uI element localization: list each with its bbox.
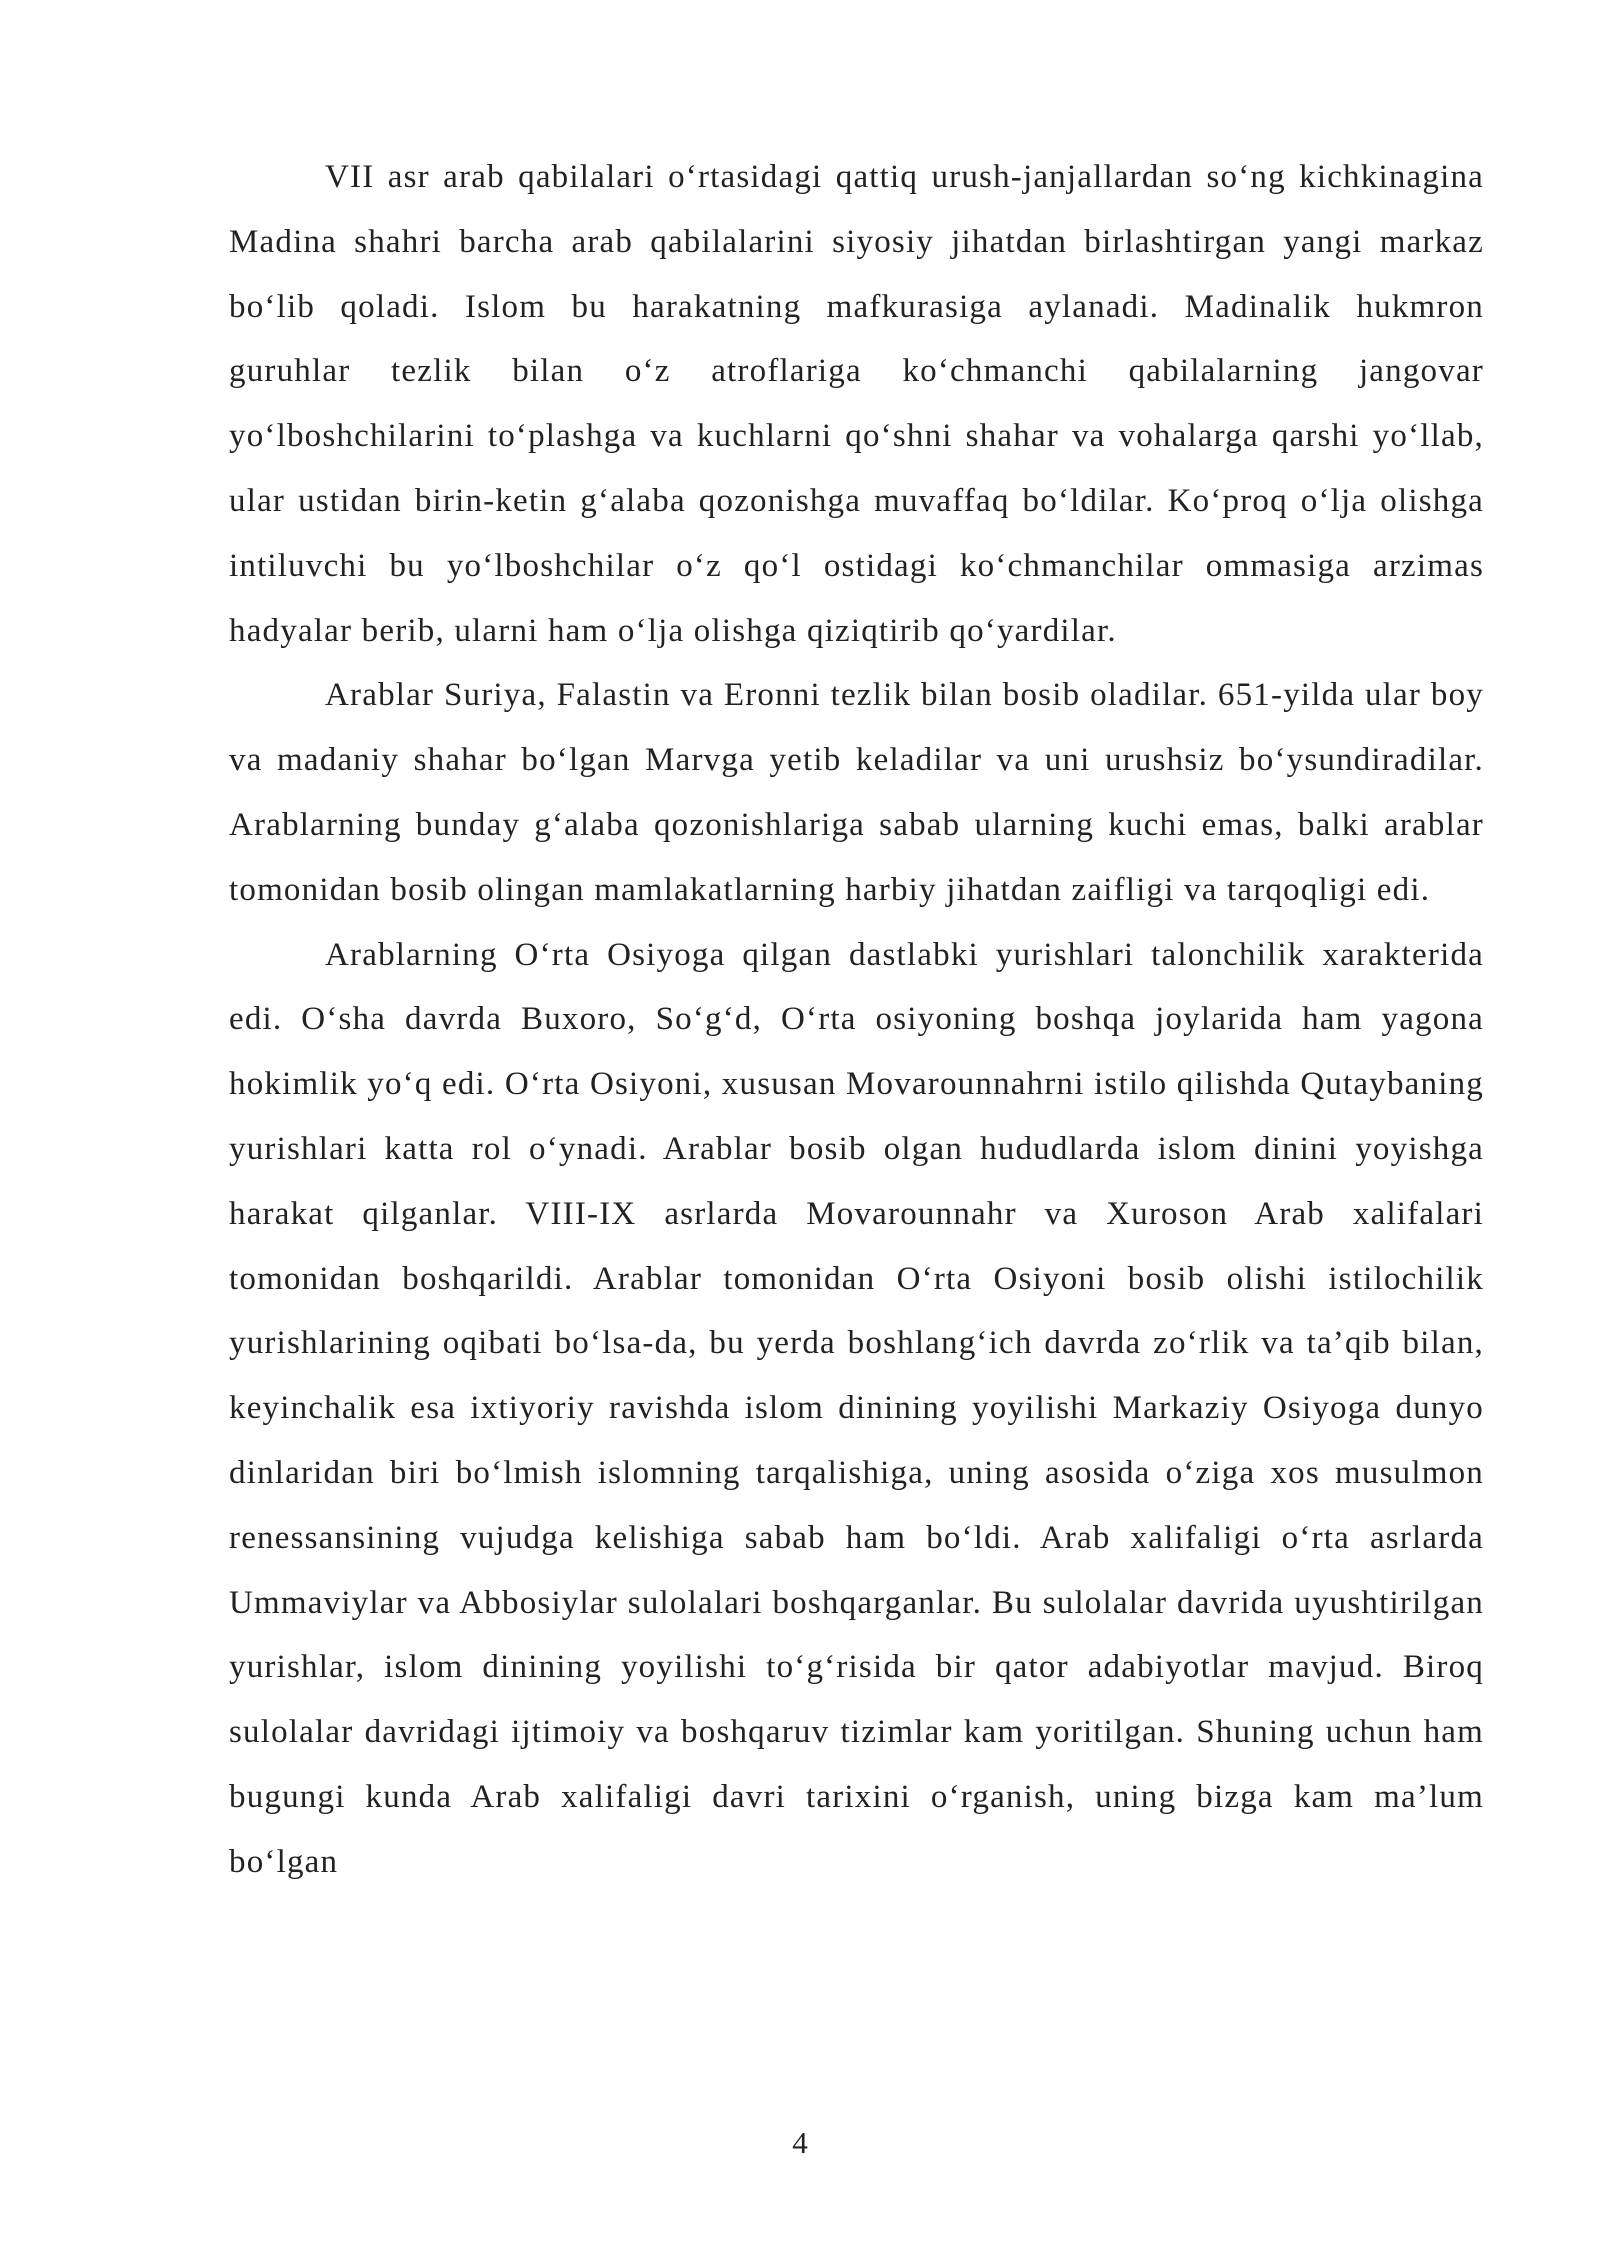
paragraph-2: Arablar Suriya, Falastin va Eronni tezlik bilan bosib oladilar. 651-yilda ular boy va madaniy shahar bo‘lgan Marvga yetib keladilar va uni urushsiz bo‘ysundiradilar. Arablarning bunday g‘alaba qozonishlariga sabab ularning kuchi emas, balki arablar tomonidan bosib olingan mamlakatlarning harbiy jihatdan zaifligi va tarqoqligi edi. bbox=[229, 677, 1484, 908]
page-number: 4 bbox=[792, 2125, 808, 2160]
document-body bbox=[229, 145, 1484, 1895]
paragraph-1: VII asr arab qabilalari o‘rtasidagi qattiq urush-janjallardan so‘ng kichkinagina Madina shahri barcha arab qabilalarini siyosiy jihatdan birlashtirgan yangi markaz bo‘lib qoladi. Islom bu harakatning mafkurasiga aylanadi. Madinalik hukmron guruhlar tezlik bilan o‘z atroflariga ko‘chmanchi qabilalarning jangovar yo‘lboshchilarini to‘plashga va kuchlarni qo‘shni shahar va vohalarga qarshi yo‘llab, ular ustidan birin-ketin g‘alaba qozonishga muvaffaq bo‘ldilar. Ko‘proq o‘lja olishga intiluvchi bu yo‘lboshchilar o‘z qo‘l ostidagi ko‘chmanchilar ommasiga arzimas hadyalar berib, ularni ham o‘lja olishga qiziqtirib qo‘yardilar. bbox=[229, 159, 1484, 649]
paragraph-3: Arablarning O‘rta Osiyoga qilgan dastlabki yurishlari talonchilik xarakterida edi. O‘sha davrda Buxoro, So‘g‘d, O‘rta osiyoning boshqa joylarida ham yagona hokimlik yo‘q edi. O‘rta Osiyoni, xususan Movarounnahrni istilo qilishda Qutaybaning yurishlari katta rol o‘ynadi. Arablar bosib olgan hududlarda islom dinini yoyishga harakat qilganlar. VIII-IX asrlarda Movarounnahr va Xuroson Arab xalifalari tomonidan boshqarildi. Arablar tomonidan O‘rta Osiyoni bosib olishi istilochilik yurishlarining oqibati bo‘lsa-da, bu yerda boshlang‘ich davrda zo‘rlik va ta’qib bilan, keyinchalik esa ixtiyoriy ravishda islom dinining yoyilishi Markaziy Osiyoga dunyo dinlaridan biri bo‘lmish islomning tarqalishiga, uning asosida o‘ziga xos musulmon renessansining vujudga kelishiga sabab ham bo‘ldi. Arab xalifaligi o‘rta asrlarda Ummaviylar va Abbosiylar sulolalari boshqarganlar. Bu sulolalar davrida uyushtirilgan yurishlar, islom dinining yoyilishi to‘g‘risida bir qator adabiyotlar mavjud. Biroq sulolalar davridagi ijtimoiy va boshqaruv tizimlar kam yoritilgan. Shuning uchun ham bugungi kunda Arab xalifaligi davri tarixini o‘rganish, uning bizga kam ma’lum bo‘lgan bbox=[229, 936, 1484, 1880]
